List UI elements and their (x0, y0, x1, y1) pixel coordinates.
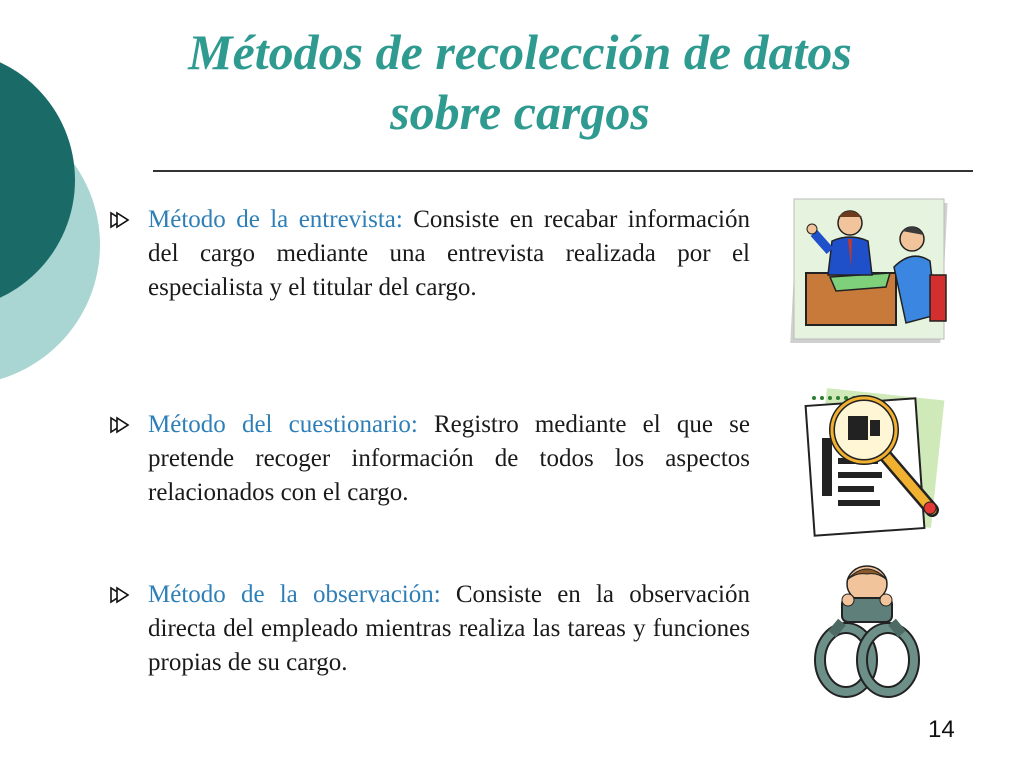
page-number: 14 (928, 716, 955, 743)
arrow-bullet-icon (108, 408, 138, 442)
page-title (110, 22, 930, 142)
arrow-bullet-icon (108, 578, 138, 612)
bullet-text: Registro mediante el que se pretende recoger información de todos los aspectos relacionados con el cargo. (148, 411, 750, 506)
bullet-text: Consiste en recabar información del cargo mediante una entrevista realizada por el especialista y el titular del cargo. (148, 206, 750, 301)
bullet-text: Consiste en la observación directa del empleado mientras realiza las tareas y funciones propias de su cargo. (148, 581, 750, 676)
binoculars-clipart-icon (812, 562, 922, 702)
bullet-label: Método de la entrevista: (148, 206, 403, 233)
title-divider (153, 170, 973, 172)
decorative-circles (0, 0, 120, 420)
title-line-2: sobre cargos (390, 84, 650, 140)
arrow-bullet-icon (108, 203, 138, 237)
bullet-questionnaire (108, 408, 750, 510)
bullet-label: Método del cuestionario: (148, 411, 418, 438)
bullet-observation (108, 578, 750, 680)
bullet-label: Método de la observación: (148, 581, 441, 608)
interview-clipart-icon (790, 195, 960, 355)
bullet-interview (108, 203, 750, 305)
title-line-1: Métodos de recolección de datos (188, 24, 852, 80)
magnifier-document-clipart-icon (800, 382, 950, 542)
